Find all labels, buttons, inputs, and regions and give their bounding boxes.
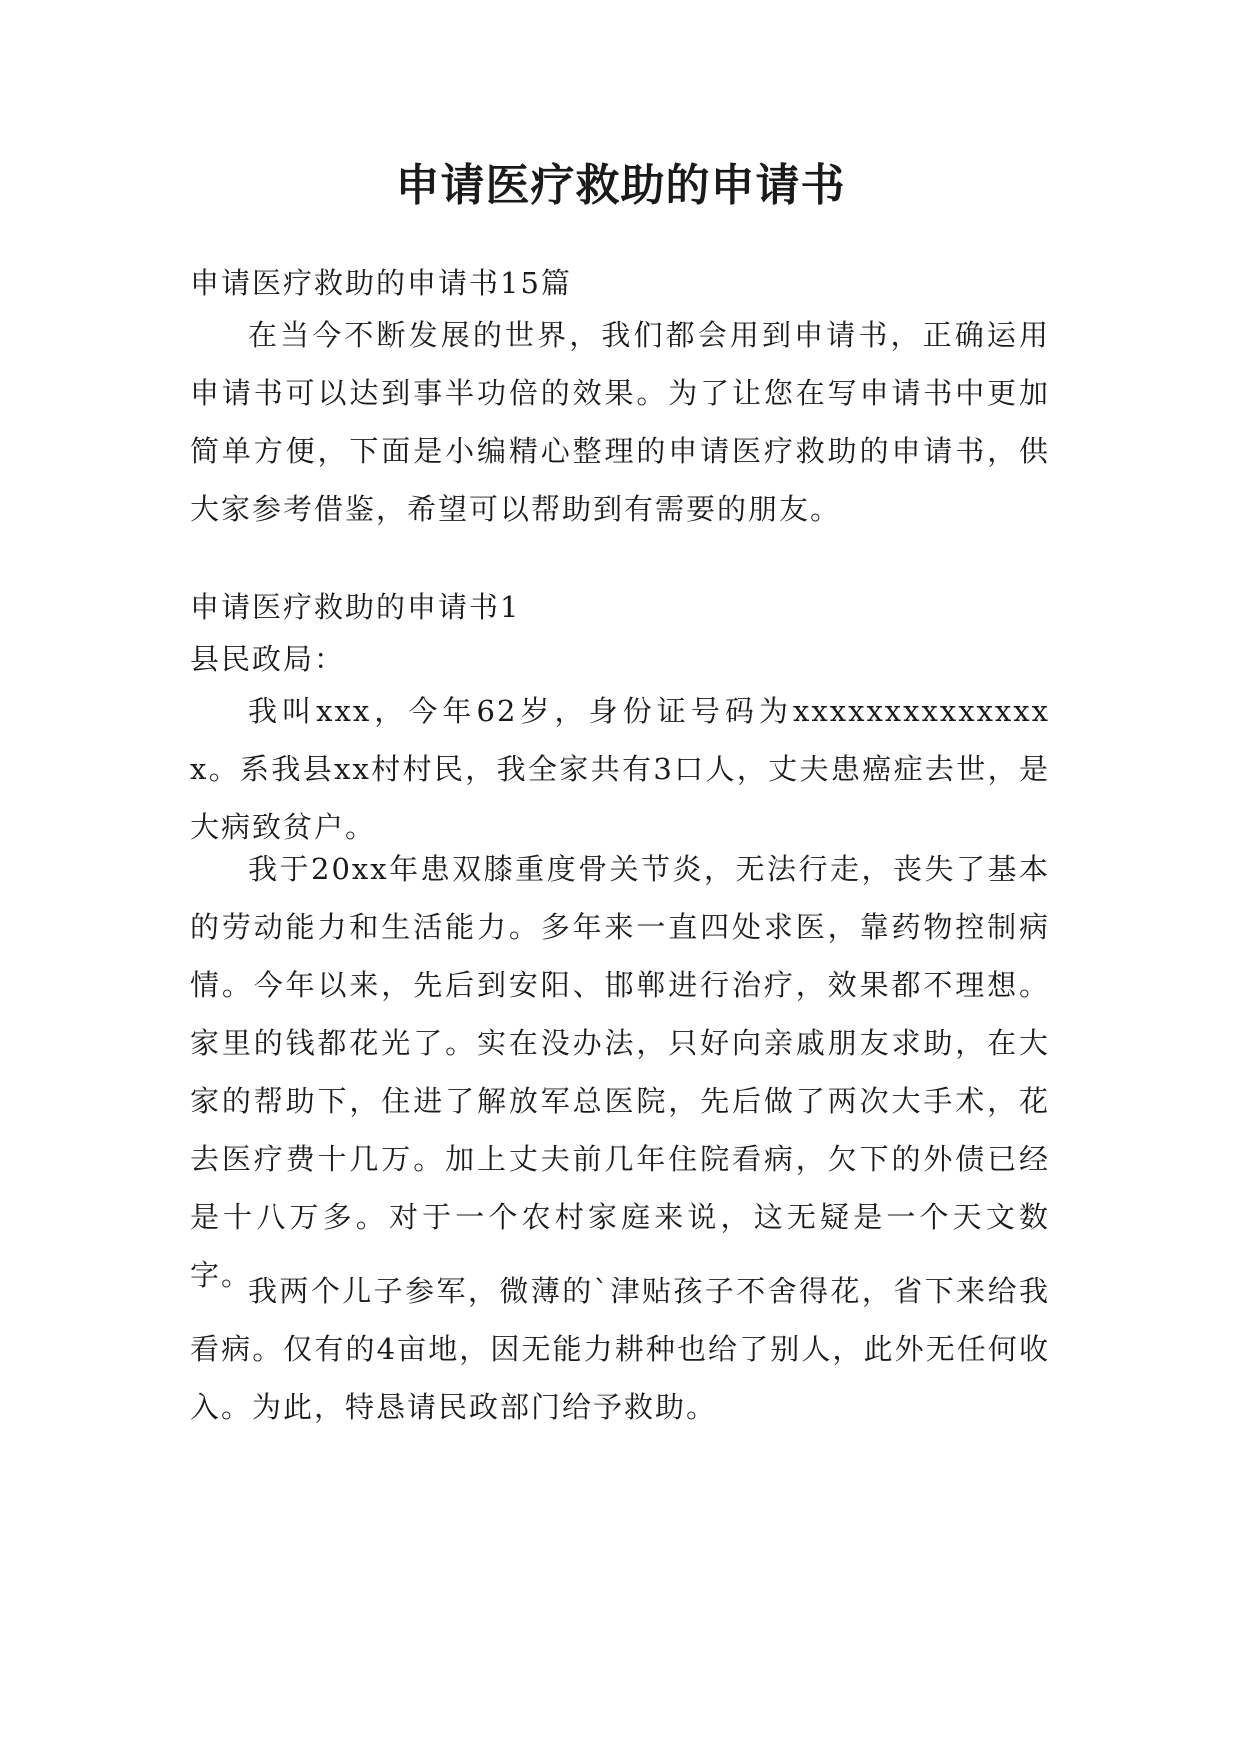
section-heading-text: 申请医疗救助的申请书1 bbox=[190, 590, 521, 624]
addressee bbox=[190, 630, 1050, 688]
paragraph-2-text: 我于20xx年患双膝重度骨关节炎，无法行走，丧失了基本的劳动能力和生活能力。多年来一直四处求医，靠药物控制病情。今年以来，先后到安阳、邯郸进行治疗，效果都不理想。家里的钱都花光了。实在没办法，只好向亲戚朋友求助，在大家的帮助下，住进了解放军总医院，先后做了两次大手术，花去医疗费十几万。加上丈夫前几年住院看病，欠下的外债已经是十八万多。对于一个农村家庭来说，这无疑是一个天文数字。 bbox=[190, 852, 1050, 1292]
section-heading-1 bbox=[190, 578, 1050, 636]
paragraph-1-text: 我叫xxx，今年62岁，身份证号码为xxxxxxxxxxxxxxx。系我县xx村村民，我全家共有3口人，丈夫患癌症去世，是大病致贫户。 bbox=[190, 694, 1050, 844]
paragraph-3-text: 我两个儿子参军，微薄的`津贴孩子不舍得花，省下来给我看病。仅有的4亩地，因无能力耕种也给了别人，此外无任何收入。为此，特恳请民政部门给予救助。 bbox=[190, 1274, 1050, 1424]
document-title: 申请医疗救助的申请书 bbox=[395, 160, 846, 211]
addressee-text: 县民政局： bbox=[190, 642, 346, 676]
subtitle-text: 申请医疗救助的申请书15篇 bbox=[190, 266, 572, 300]
body-paragraph-1 bbox=[190, 682, 1050, 856]
body-paragraph-3 bbox=[190, 1262, 1050, 1436]
intro-paragraph bbox=[190, 306, 1050, 538]
intro-text: 在当今不断发展的世界，我们都会用到申请书，正确运用申请书可以达到事半功倍的效果。为了让您在写申请书中更加简单方便，下面是小编精心整理的申请医疗救助的申请书，供大家参考借鉴，希望可以帮助到有需要的朋友。 bbox=[190, 318, 1050, 526]
document-subtitle bbox=[190, 254, 1050, 312]
body-paragraph-2 bbox=[190, 840, 1050, 1304]
